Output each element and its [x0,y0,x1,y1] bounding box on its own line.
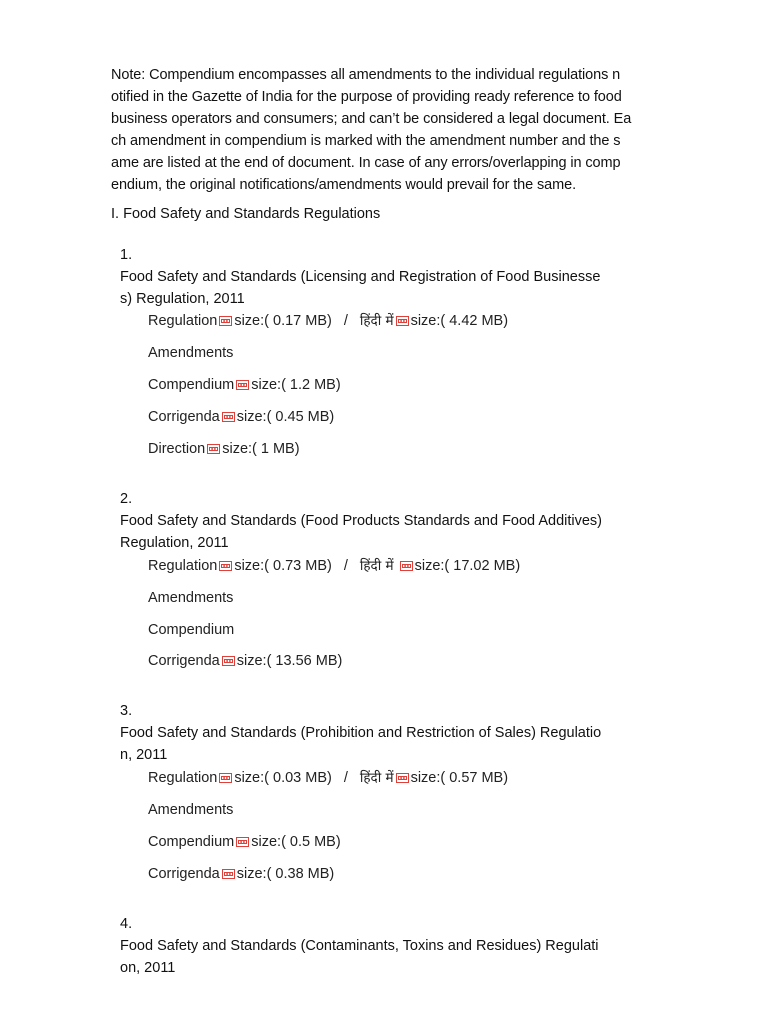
file-size: size:( 0.73 MB) [234,558,332,574]
regulation-title-line: n, 2011 [120,747,168,763]
file-size: size:( 13.56 MB) [236,653,343,669]
regulation-link[interactable]: Regulation [148,770,218,786]
compendium-note [111,64,663,196]
direction-link[interactable]: Direction [148,441,206,457]
regulation-number: 3. [120,703,133,719]
regulation-row-2 [148,556,520,576]
pdf-file-icon[interactable] [222,869,235,879]
pdf-file-icon[interactable] [400,561,413,571]
corrigenda-row-2 [148,651,342,671]
corrigenda-link[interactable]: Corrigenda [148,409,220,425]
amendments-link[interactable]: Amendments [148,590,234,606]
regulation-link[interactable]: Regulation [148,558,218,574]
regulation-number: 2. [120,491,133,507]
corrigenda-link[interactable]: Corrigenda [148,653,220,669]
file-size: size:( 0.03 MB) [234,770,332,786]
pdf-file-icon[interactable] [219,316,232,326]
regulation-title-2 [120,488,660,554]
hindi-link[interactable]: हिंदी में [359,313,394,329]
file-size: size:( 0.17 MB) [234,313,332,329]
pdf-file-icon[interactable] [222,412,235,422]
file-size: size:( 0.38 MB) [236,866,335,882]
regulation-title-line: Food Safety and Standards (Prohibition and Restriction of Sales) Regulatio [120,725,602,741]
file-size: size:( 0.45 MB) [236,409,335,425]
separator: / [343,770,348,786]
file-size: size:( 0.5 MB) [251,834,341,850]
file-size: size:( 0.57 MB) [410,770,509,786]
separator: / [343,558,348,574]
regulation-link[interactable]: Regulation [148,313,218,329]
regulation-number: 4. [120,916,133,932]
file-size: size:( 1.2 MB) [251,377,341,393]
corrigenda-link[interactable]: Corrigenda [148,866,220,882]
pdf-file-icon[interactable] [236,837,249,847]
regulation-title-line: Food Safety and Standards (Contaminants, Toxins and Residues) Regulati [120,938,599,954]
regulation-title-1 [120,244,660,310]
hindi-link[interactable]: हिंदी में [359,770,394,786]
pdf-file-icon[interactable] [219,561,232,571]
corrigenda-row-3 [148,864,334,884]
compendium-link[interactable]: Compendium [148,834,235,850]
compendium-row-3 [148,832,341,852]
regulation-title-3 [120,700,660,766]
file-size: size:( 4.42 MB) [410,313,509,329]
regulation-title-line: Regulation, 2011 [120,535,229,551]
note-line: ch amendment in compendium is marked with the amendment number and the s [111,133,621,149]
direction-row-1 [148,439,300,459]
regulation-title-4 [120,913,660,979]
regulation-title-line: s) Regulation, 2011 [120,291,245,307]
section-heading: I. Food Safety and Standards Regulations [111,206,381,222]
note-line: endium, the original notifications/amendments would prevail for the same. [111,177,577,193]
note-line: ame are listed at the end of document. In case of any errors/overlapping in comp [111,155,621,171]
regulation-number: 1. [120,247,133,263]
regulation-row-3 [148,768,508,788]
file-size: size:( 17.02 MB) [414,558,521,574]
pdf-file-icon[interactable] [396,773,409,783]
compendium-link[interactable]: Compendium [148,377,235,393]
pdf-file-icon[interactable] [222,656,235,666]
compendium-link[interactable]: Compendium [148,622,235,638]
pdf-file-icon[interactable] [219,773,232,783]
compendium-row-1 [148,375,341,395]
pdf-file-icon[interactable] [207,444,220,454]
file-size: size:( 1 MB) [222,441,300,457]
corrigenda-row-1 [148,407,334,427]
note-line: Note: Compendium encompasses all amendments to the individual regulations n [111,67,621,83]
note-line: otified in the Gazette of India for the purpose of providing ready reference to food [111,89,622,105]
amendments-link[interactable]: Amendments [148,345,234,361]
regulation-row-1 [148,311,508,331]
hindi-link[interactable]: हिंदी में [359,558,394,574]
regulation-title-line: on, 2011 [120,960,176,976]
amendments-link[interactable]: Amendments [148,802,234,818]
regulation-title-line: Food Safety and Standards (Food Products Standards and Food Additives) [120,513,603,529]
separator: / [343,313,348,329]
note-line: business operators and consumers; and can’t be considered a legal document. Ea [111,111,632,127]
regulation-title-line: Food Safety and Standards (Licensing and Registration of Food Businesse [120,269,601,285]
pdf-file-icon[interactable] [236,380,249,390]
pdf-file-icon[interactable] [396,316,409,326]
